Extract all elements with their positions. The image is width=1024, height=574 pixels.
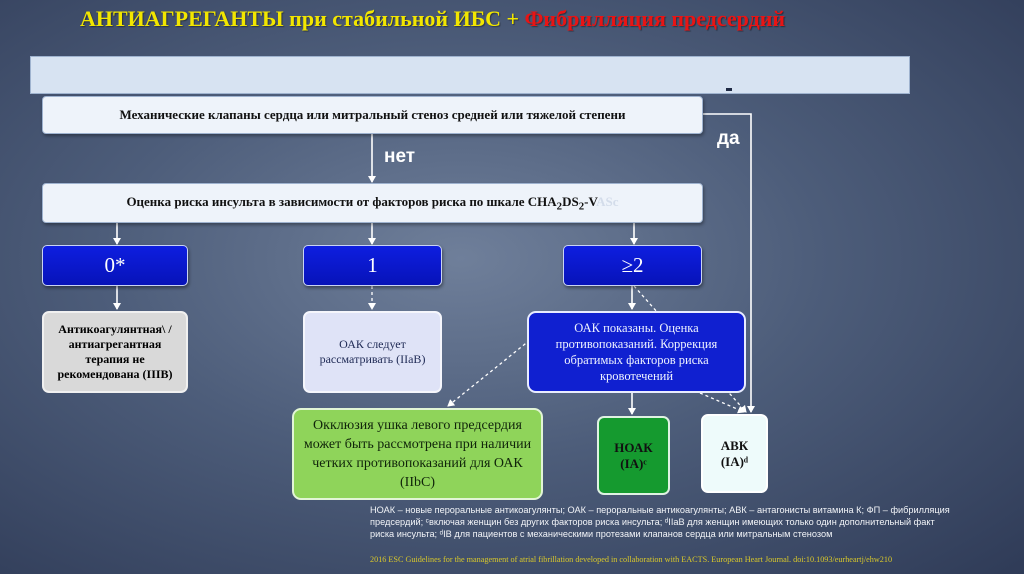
oak-indicated-box bbox=[527, 311, 746, 393]
score-2-box bbox=[563, 245, 702, 286]
oak-consider-text: ОАК следует рассматривать (IIaB) bbox=[319, 337, 426, 366]
avk-box bbox=[701, 414, 768, 493]
no-therapy-box bbox=[42, 311, 188, 393]
footnote bbox=[370, 504, 1024, 540]
score-0-label: 0* bbox=[104, 253, 126, 277]
label-yes: да bbox=[717, 128, 740, 149]
risk-assessment-text: Оценка риска инсульта в зависимости от факторов риска по шкале $CHA_2DS_2$-VASc bbox=[126, 193, 619, 213]
header-band-mark bbox=[726, 88, 732, 91]
footnote-line-2: предсердий; ᶜвключая женщин без других факторов риска инсульта; ᵈIIaB для женщин имеющих только один дополнительный факт bbox=[370, 517, 935, 527]
header-band bbox=[30, 56, 910, 94]
label-no: нет bbox=[384, 146, 416, 167]
avk-name: АВК bbox=[720, 437, 749, 453]
title-main: АНТИАГРЕГАНТЫ при стабильной ИБС + bbox=[80, 6, 525, 31]
arrow-laa bbox=[448, 340, 530, 406]
valves-question-text: Механические клапаны сердца или митральный стеноз средней или тяжелой степени bbox=[119, 107, 626, 122]
score-2-label: ≥2 bbox=[621, 253, 644, 277]
no-therapy-text: Антикоагулянтная\ /антиагрегантная терапия не рекомендована (IIIB) bbox=[57, 322, 173, 381]
valves-question-box bbox=[42, 96, 703, 134]
oak-indicated-text: ОАК показаны. Оценка противопоказаний. Коррекция обратимых факторов риска кровотечений bbox=[555, 321, 718, 383]
oak-consider-box bbox=[303, 311, 442, 393]
score-0-box bbox=[42, 245, 188, 286]
title-highlight: Фибрилляция предсердий bbox=[524, 6, 786, 31]
noac-class: (IA)ᶜ bbox=[620, 455, 647, 471]
laa-occlusion-text: Окклюзия ушка левого предсердия может быть рассмотрена при наличии четких противопоказаний для ОАК (IIbC) bbox=[303, 418, 532, 490]
citation: 2016 ESC Guidelines for the management of atrial fibrillation developed in collaboration with EACTS. European Heart Journal. doi:10.1093/eurheartj/ehw210 bbox=[370, 555, 893, 564]
footnote-line-1: НОАК – новые пероральные антикоагулянты; ОАК – пероральные антикоагулянты; АВК – антагонисты витамина К; ФП – фибрилляция bbox=[370, 505, 950, 515]
score-1-box bbox=[303, 245, 442, 286]
score-1-label: 1 bbox=[367, 253, 378, 277]
slide-title bbox=[80, 6, 980, 32]
arrow-avk-dashed bbox=[700, 393, 744, 412]
avk-class: (IA)ᵈ bbox=[720, 453, 749, 469]
footnote-line-3: риска инсульта; ᵈIB для пациентов с механическими протезами клапанов сердца или митральным стенозом bbox=[370, 529, 833, 539]
laa-occlusion-box bbox=[292, 408, 543, 500]
noac-name: НОАК bbox=[614, 439, 653, 455]
noac-box bbox=[597, 416, 670, 495]
risk-assessment-box bbox=[42, 183, 703, 223]
